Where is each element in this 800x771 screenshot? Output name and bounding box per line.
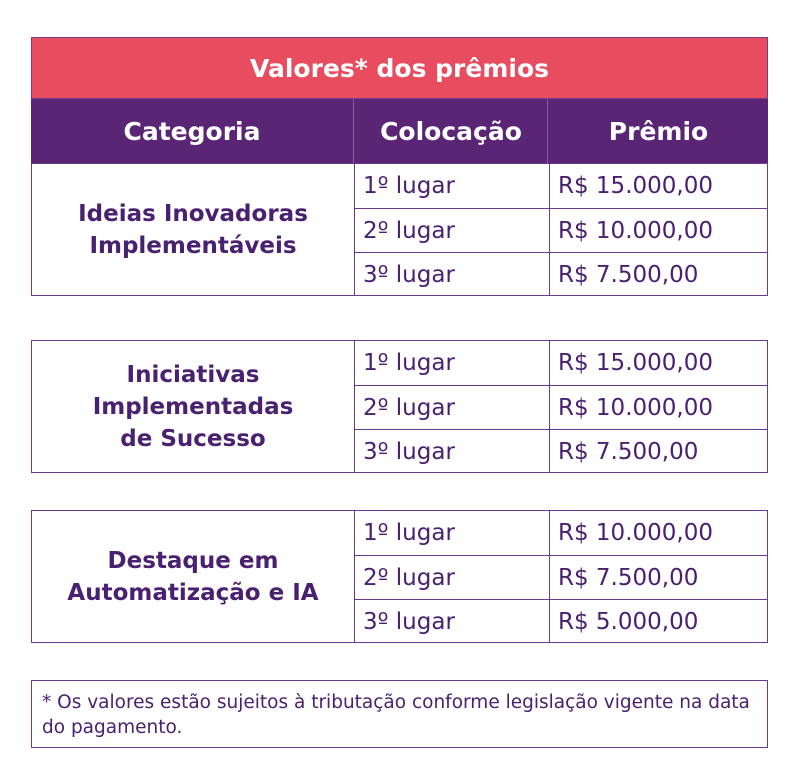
- category-label: Iniciativas Implementadas de Sucesso: [92, 361, 294, 452]
- prize-group-3: [31, 510, 768, 643]
- placement-cell: 3º lugar: [363, 261, 455, 288]
- table-row: [354, 164, 767, 208]
- placement-cell: 1º lugar: [363, 350, 455, 376]
- prize-cell: R$ 10.000,00: [549, 511, 768, 555]
- table-row: [354, 341, 767, 385]
- prize-cell: R$ 7.500,00: [549, 253, 768, 296]
- table-row: [354, 252, 767, 296]
- table-row: [354, 511, 767, 555]
- prize-cell: R$ 10.000,00: [549, 386, 768, 429]
- placement-cell: 3º lugar: [363, 608, 455, 635]
- prize-cell: R$ 15.000,00: [549, 164, 768, 208]
- placement-cell: 3º lugar: [363, 438, 455, 465]
- prize-group-1: [31, 163, 768, 296]
- table-row: [354, 429, 767, 473]
- prize-cell: R$ 15.000,00: [549, 341, 768, 385]
- header-placement: Colocação: [353, 99, 548, 163]
- table-title: Valores* dos prêmios: [31, 37, 768, 99]
- prize-cell: R$ 10.000,00: [549, 209, 768, 252]
- prize-group-2: [31, 340, 768, 473]
- prize-cell: R$ 7.500,00: [549, 430, 768, 473]
- placement-cell: 2º lugar: [363, 394, 455, 421]
- table-header-row: [31, 99, 768, 163]
- category-label: Ideias Inovadoras Implementáveis: [78, 200, 308, 259]
- prize-cell: R$ 5.000,00: [549, 600, 768, 643]
- category-label: Destaque em Automatização e IA: [67, 547, 319, 606]
- placement-cell: 1º lugar: [363, 173, 455, 199]
- placement-cell: 2º lugar: [363, 564, 455, 591]
- header-category: Categoria: [123, 116, 261, 146]
- table-row: [354, 599, 767, 643]
- table-row: [354, 208, 767, 252]
- prize-cell: R$ 7.500,00: [549, 556, 768, 599]
- placement-cell: 1º lugar: [363, 520, 455, 546]
- header-prize: Prêmio: [547, 99, 769, 163]
- table-row: [354, 555, 767, 599]
- table-row: [354, 385, 767, 429]
- tax-footnote: * Os valores estão sujeitos à tributação conforme legislação vigente na data do pagamento.: [31, 680, 768, 748]
- placement-cell: 2º lugar: [363, 217, 455, 244]
